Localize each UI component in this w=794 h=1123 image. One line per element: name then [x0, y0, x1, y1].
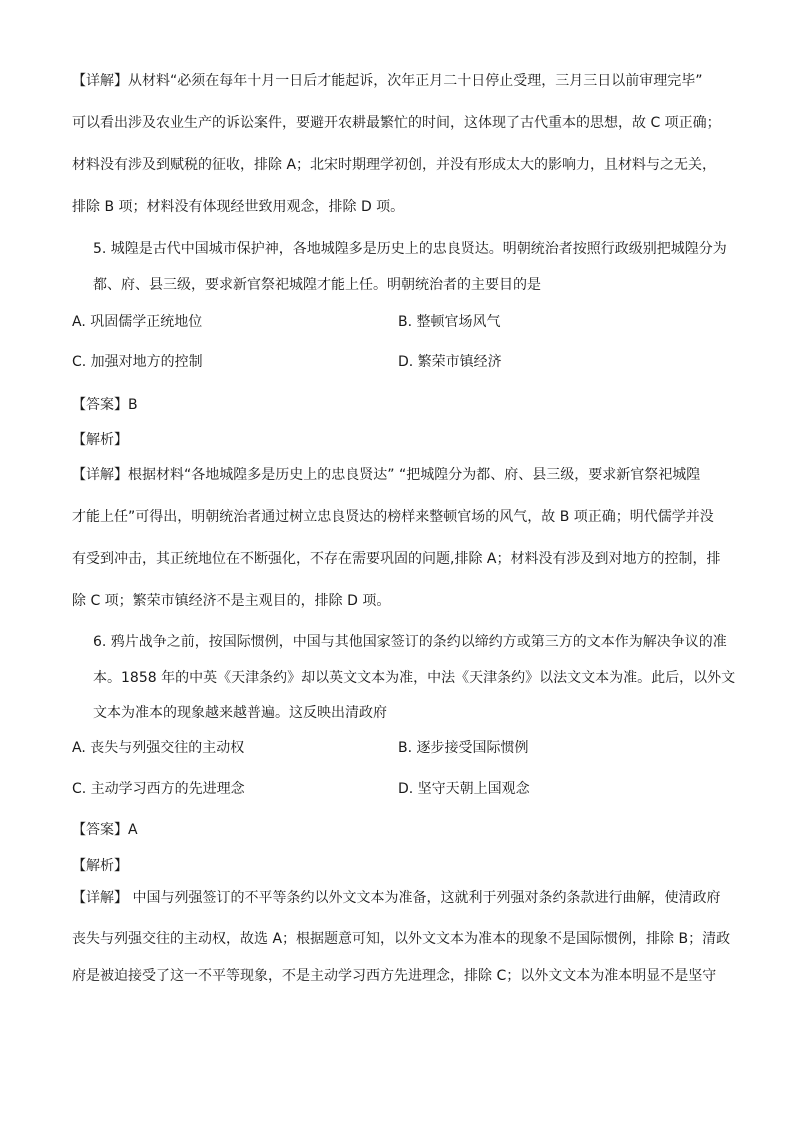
- question-5-stem: 都、府、县三级，要求新官祭祀城隍才能上任。明朝统治者的主要目的是: [93, 277, 541, 293]
- explanation-line: 除 C 项；繁荣市镇经济不是主观目的，排除 D 项。: [72, 593, 391, 609]
- analysis-label: 【解析】: [72, 858, 128, 874]
- explanation-line: 【详解】从材料“必须在每年十月一日后才能起诉，次年正月二十日停止受理，三月三日以前审理完毕”: [72, 73, 703, 89]
- question-6-stem: 6. 鸦片战争之前，按国际惯例，中国与其他国家签订的条约以缔约方或第三方的文本作为解决争议的准: [93, 634, 727, 650]
- question-5-stem: 5. 城隍是古代中国城市保护神，各地城隍多是历史上的忠良贤达。明朝统治者按照行政级别把城隍分为: [93, 241, 727, 257]
- question-6-stem: 文本为准本的现象越来越普遍。这反映出清政府: [93, 705, 387, 721]
- answer-label: 【答案】A: [72, 822, 138, 838]
- analysis-label: 【解析】: [72, 432, 128, 448]
- explanation-line: 可以看出涉及农业生产的诉讼案件，要避开农耕最繁忙的时间，这体现了古代重本的思想，故 C 项正确；: [72, 115, 721, 131]
- option-b: B. 逐步接受国际惯例: [398, 740, 529, 756]
- option-c: C. 主动学习西方的先进理念: [72, 781, 245, 797]
- option-a: A. 巩固儒学正统地位: [72, 314, 203, 330]
- question-6-stem: 本。1858 年的中英《天津条约》却以英文文本为准，中法《天津条约》以法文文本为准。此后，以外文: [93, 670, 736, 686]
- answer-label: 【答案】B: [72, 397, 138, 413]
- option-c: C. 加强对地方的控制: [72, 354, 203, 370]
- option-b: B. 整顿官场风气: [398, 314, 501, 330]
- option-a: A. 丧失与列强交往的主动权: [72, 740, 245, 756]
- explanation-line: 排除 B 项；材料没有体现经世致用观念，排除 D 项。: [72, 199, 405, 215]
- explanation-line: 丧失与列强交往的主动权，故选 A；根据题意可知，以外文文本为准本的现象不是国际惯例，排除 B；清政: [72, 931, 731, 947]
- explanation-line: 【详解】 中国与列强签订的不平等条约以外文文本为准备，这就利于列强对条约条款进行曲解，使清政府: [72, 890, 721, 906]
- explanation-line: 才能上任”可得出，明朝统治者通过树立忠良贤达的榜样来整顿官场的风气，故 B 项正确；明代儒学并没: [72, 509, 714, 525]
- option-d: D. 繁荣市镇经济: [398, 354, 502, 370]
- option-d: D. 坚守天朝上国观念: [398, 781, 530, 797]
- explanation-line: 府是被迫接受了这一不平等现象，不是主动学习西方先进理念，排除 C；以外文文本为准本明显不是坚守: [72, 968, 717, 984]
- explanation-line: 【详解】根据材料“各地城隍多是历史上的忠良贤达” “把城隍分为都、府、县三级，要求新官祭祀城隍: [72, 467, 701, 483]
- explanation-line: 有受到冲击，其正统地位在不断强化，不存在需要巩固的问题,排除 A；材料没有涉及到对地方的控制，排: [72, 551, 721, 567]
- explanation-line: 材料没有涉及到赋税的征收，排除 A；北宋时期理学初创，并没有形成太大的影响力，且材料与之无关，: [72, 157, 717, 173]
